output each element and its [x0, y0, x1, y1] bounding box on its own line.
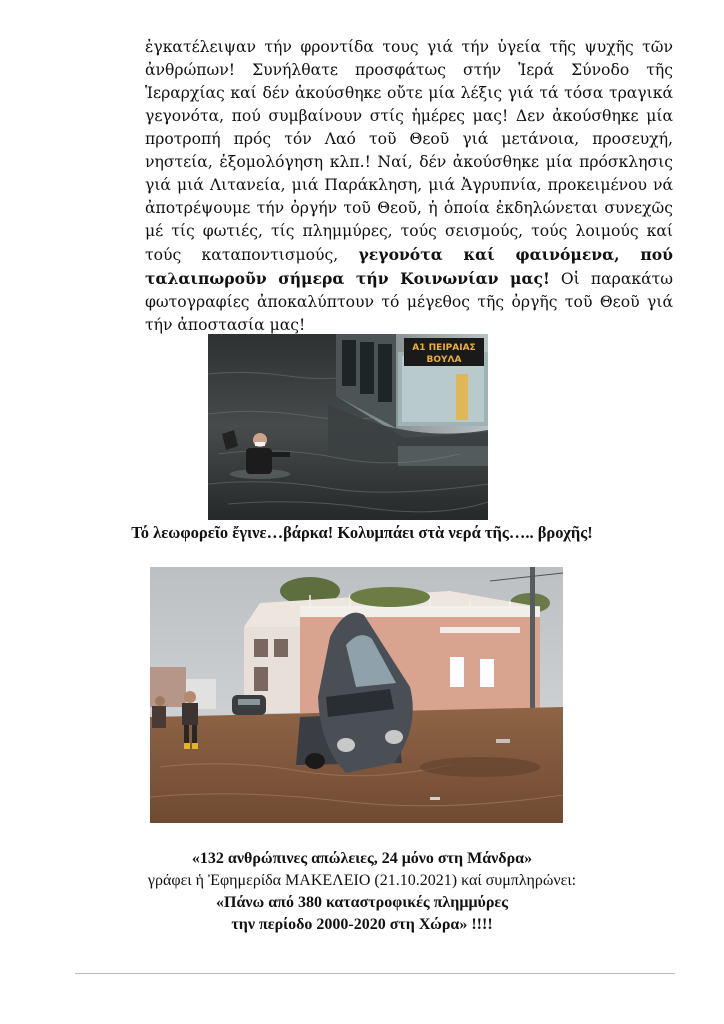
- footer-divider: [75, 973, 675, 974]
- body-text-part1: ἐγκατέλειψαν τήν φροντίδα τους γιά τήν ὑγεία τῆς ψυχῆς τῶν ἀνθρώπων! Συνήλθατε προσφάτως στήν Ἱερά Σύνοδο τῆς Ἱεραρχίας καί δέν ἀκούσθηκε οὔτε μία λέξις γιά τά τόσα τραγικά γεγονότα, πού συμβαίνουν στίς ἡμέρες μας! Δεν ἀκούσθηκε μία προτροπή πρός τόν Λαό τοῦ Θεοῦ γιά μετάνοια, προσευχή, νηστεία, ἐξομολόγηση κλπ.! Ναί, δέν ἀκούσθηκε μία πρόσκλησις γιά μιά Λιτανεία, μιά Παράκληση, μιά Ἀγρυπνία, προκειμένου νά ἀποτρέψουμε τήν ὀργήν τοῦ Θεοῦ, ἡ ὁποία ἐκδηλώνεται συνεχῶς μέ τίς φωτιές, τίς πλημμύρες, τούς σεισμούς, τούς λοιμούς καί τούς καταποντισμούς,: [145, 38, 673, 264]
- body-paragraph: [145, 36, 673, 337]
- photo1-caption: Τό λεωφορεῖο ἔγινε…βάρκα! Κολυμπάει στὰ νερά τῆς….. βροχῆς!: [131, 523, 593, 542]
- flooded-bus-photo: [208, 334, 488, 520]
- flooded-street-car-photo: [150, 567, 563, 823]
- bus-sign-line2: ΒΟΥΛΑ: [426, 355, 462, 365]
- body-text-bold: γεγονότα καί φαινόμενα, πού ταλαιπωροῦν σήμερα τήν Κοινωνίαν μας!: [145, 245, 673, 288]
- quote-line3: «Πάνω από 380 καταστροφικές πλημμύρες: [216, 894, 508, 911]
- body-text-part2: Οἱ παρακάτω φωτογραφίες ἀποκαλύπτουν τό μέγεθος τῆς ὀργῆς τοῦ Θεοῦ γιά τήν ἀποστασία μας!: [145, 270, 673, 334]
- newspaper-quote-block: [0, 848, 724, 936]
- quote-line1: «132 ανθρώπινες απώλειες, 24 μόνο στη Μάνδρα»: [191, 850, 533, 867]
- quote-line4: την περίοδο 2000-2020 στη Χώρα» !!!!: [231, 916, 493, 933]
- quote-line2: γράφει ἡ Ἐφημερίδα ΜΑΚΕΛΕΙΟ (21.10.2021) καί συμπληρώνει:: [147, 872, 577, 889]
- bus-sign-line1: Α1 ΠΕΙΡΑΙΑΣ: [412, 343, 476, 353]
